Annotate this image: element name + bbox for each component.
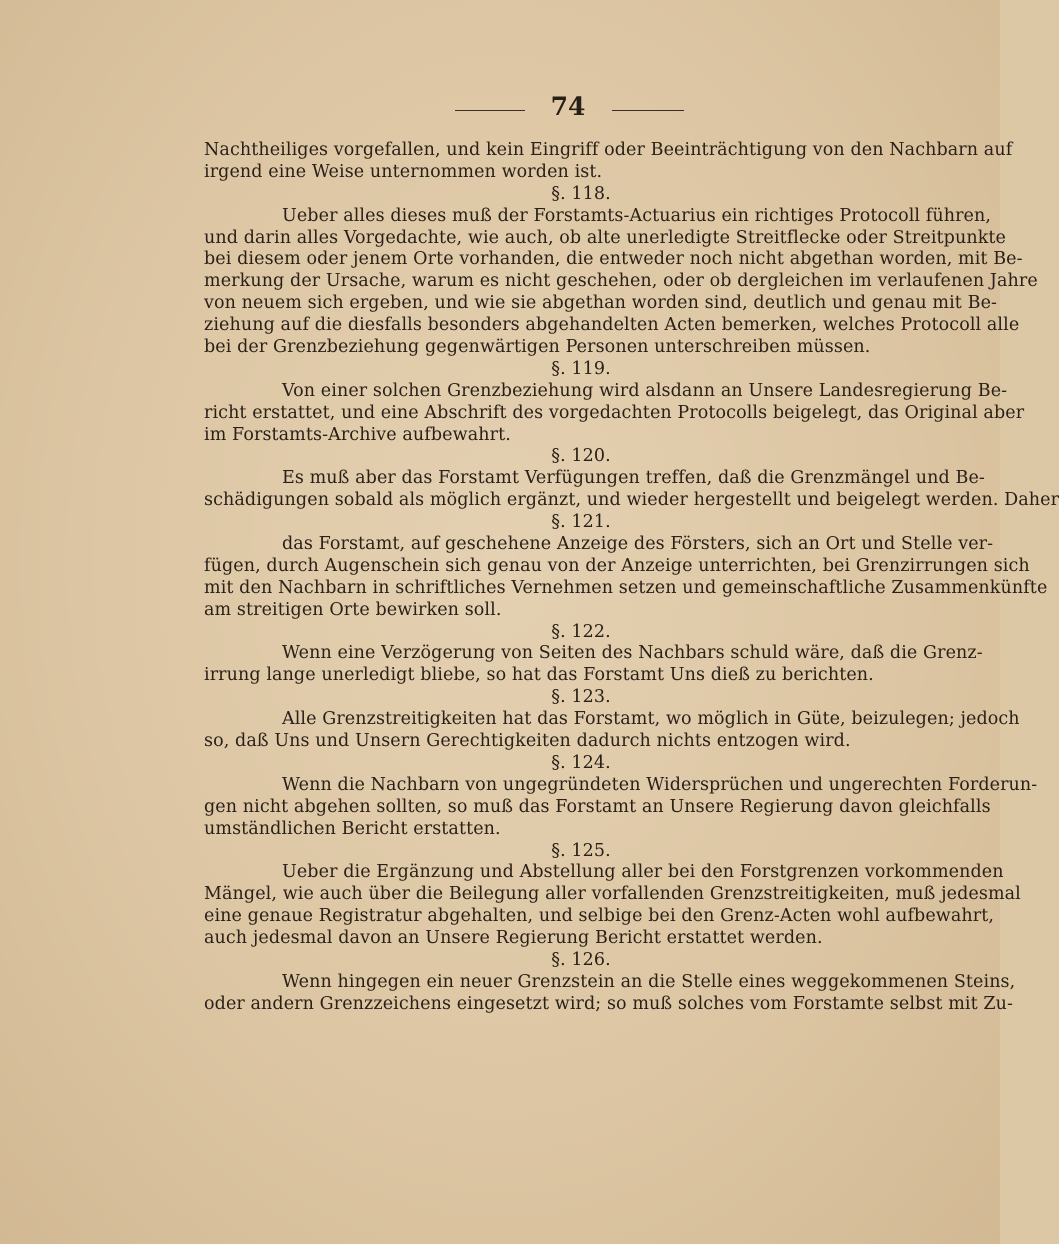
text-line: umständlichen Bericht erstatten. <box>204 818 501 839</box>
text-line: Nachtheiliges vorgefallen, und kein Eingriff oder Beeinträchtigung von den Nachbarn auf <box>204 140 1013 160</box>
text-line: bei diesem oder jenem Orte vorhanden, die entweder noch nicht abgethan worden, mit Be- <box>204 249 1023 270</box>
paragraph-first-line: Ueber die Ergänzung und Abstellung aller bei den Forstgrenzen vorkommenden <box>282 862 1004 883</box>
header-rule-right <box>612 110 684 111</box>
text-line: richt erstattet, und eine Abschrift des vorgedachten Protocolls beigelegt, das Original aber <box>204 402 1025 423</box>
text-line: fügen, durch Augenschein sich genau von der Anzeige unterrichten, bei Grenzirrungen sich <box>204 555 1030 576</box>
section-heading: §. 123. <box>551 687 611 708</box>
paragraph-first-line: Alle Grenzstreitigkeiten hat das Forstamt, wo möglich in Güte, beizulegen; jedoch <box>282 709 1020 730</box>
section-heading: §. 126. <box>551 949 611 970</box>
section-heading: §. 125. <box>551 840 611 861</box>
page-header <box>0 92 1000 132</box>
paragraph-first-line: Wenn eine Verzögerung von Seiten des Nachbars schuld wäre, daß die Grenz- <box>282 643 983 664</box>
paragraph-first-line: Von einer solchen Grenzbeziehung wird alsdann an Unsere Landesregierung Be- <box>282 380 1008 401</box>
body-text <box>204 140 1059 1016</box>
text-line: irgend eine Weise unternommen worden ist. <box>204 161 603 182</box>
text-line: oder andern Grenzzeichens eingesetzt wird; so muß solches vom Forstamte selbst mit Zu- <box>204 993 1014 1014</box>
text-line: im Forstamts-Archive aufbewahrt. <box>204 424 511 445</box>
header-rule-left <box>455 110 525 111</box>
section-heading: §. 120. <box>551 446 611 467</box>
paragraph-first-line: Wenn die Nachbarn von ungegründeten Widersprüchen und ungerechten Forderun- <box>282 774 1038 795</box>
text-line: auch jedesmal davon an Unsere Regierung Bericht erstattet werden. <box>204 928 823 949</box>
section-heading: §. 119. <box>551 358 611 379</box>
text-line: Mängel, wie auch über die Beilegung aller vorfallenden Grenzstreitigkeiten, muß jedesmal <box>204 884 1021 905</box>
text-line: am streitigen Orte bewirken soll. <box>204 599 502 620</box>
paragraph-first-line: Es muß aber das Forstamt Verfügungen treffen, daß die Grenzmängel und Be- <box>282 468 985 489</box>
page-number: 74 <box>550 92 586 121</box>
text-line: schädigungen sobald als möglich ergänzt, und wieder hergestellt und beigelegt werden. Daher <box>204 490 1059 511</box>
text-line: merkung der Ursache, warum es nicht geschehen, oder ob dergleichen im verlaufenen Jahre <box>204 271 1038 292</box>
paragraph-first-line: Wenn hingegen ein neuer Grenzstein an die Stelle eines weggekommenen Steins, <box>282 971 1016 992</box>
section-heading: §. 124. <box>551 752 611 773</box>
paragraph-first-line: Ueber alles dieses muß der Forstamts-Actuarius ein richtiges Protocoll führen, <box>282 205 992 226</box>
section-heading: §. 122. <box>551 621 611 642</box>
text-line: bei der Grenzbeziehung gegenwärtigen Personen unterschreiben müssen. <box>204 337 871 358</box>
text-line: irrung lange unerledigt bliebe, so hat das Forstamt Uns dieß zu berichten. <box>204 665 874 686</box>
text-line: mit den Nachbarn in schriftliches Vernehmen setzen und gemeinschaftliche Zusammenkünfte <box>204 577 1048 598</box>
text-line: gen nicht abgehen sollten, so muß das Forstamt an Unsere Regierung davon gleichfalls <box>204 796 991 817</box>
paragraph-first-line: das Forstamt, auf geschehene Anzeige des Försters, sich an Ort und Stelle ver- <box>282 534 994 555</box>
text-line: und darin alles Vorgedachte, wie auch, ob alte unerledigte Streitflecke oder Streitpunkte <box>204 227 1006 248</box>
section-heading: §. 121. <box>551 512 611 533</box>
section-heading: §. 118. <box>551 183 611 204</box>
text-line: eine genaue Registratur abgehalten, und selbige bei den Grenz-Acten wohl aufbewahrt, <box>204 906 995 927</box>
text-line: ziehung auf die diesfalls besonders abgehandelten Acten bemerken, welches Protocoll alle <box>204 315 1020 336</box>
text-line: so, daß Uns und Unsern Gerechtigkeiten dadurch nichts entzogen wird. <box>204 731 851 752</box>
text-line: von neuem sich ergeben, und wie sie abgethan worden sind, deutlich und genau mit Be- <box>204 293 998 314</box>
